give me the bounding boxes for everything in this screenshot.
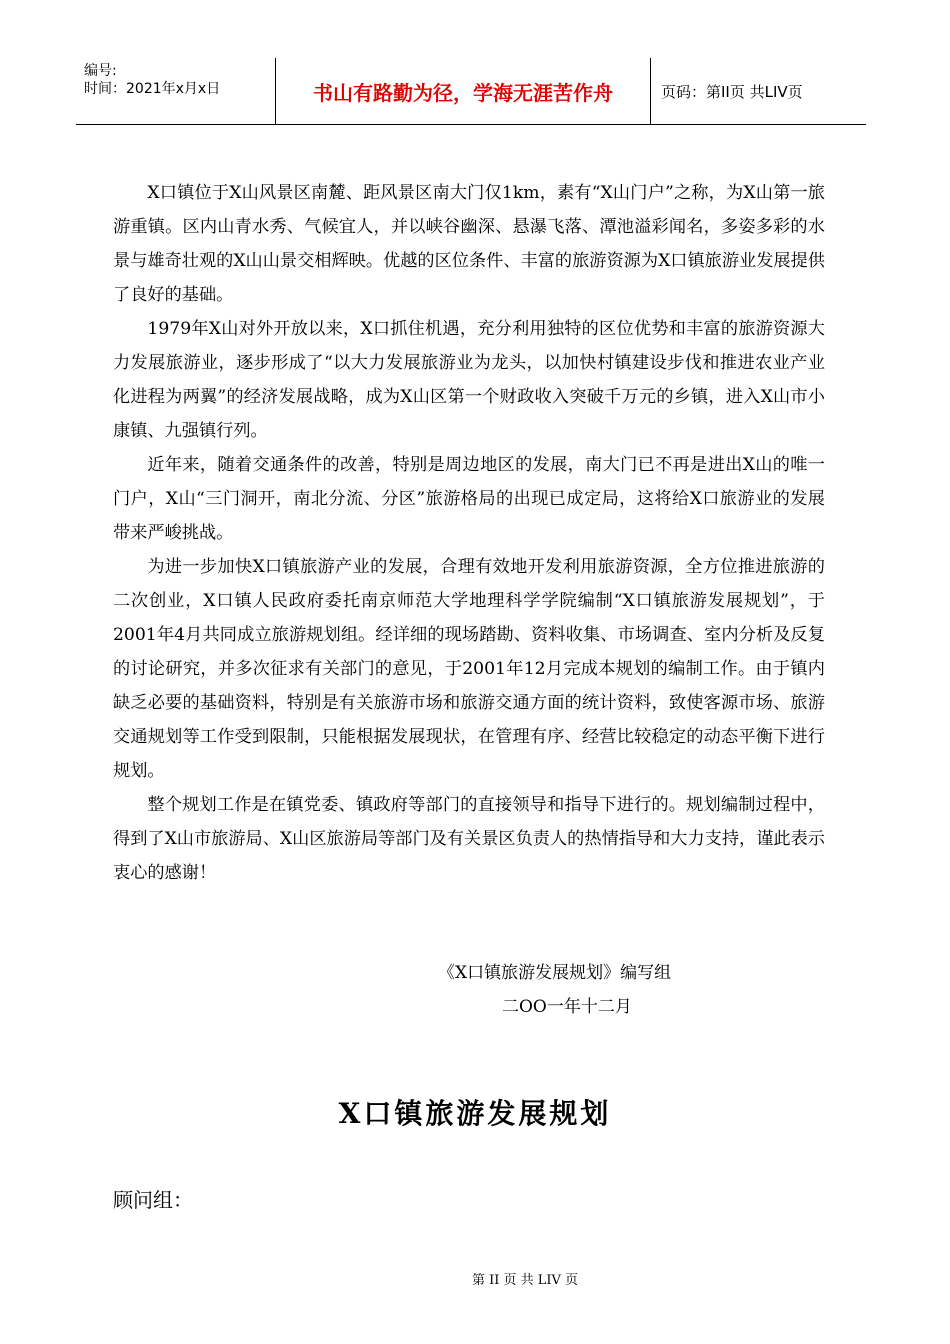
paragraph: 为进一步加快X口镇旅游产业的发展，合理有效地开发利用旅游资源，全方位推进旅游的二次创业，X口镇人民政府委托南京师范大学地理科学学院编制“X口镇旅游发展规划”，于2001年4月共同成立旅游规划组。经详细的现场踏勘、资料收集、市场调查、室内分析及反复的讨论研究，并多次征求有关部门的意见，于2001年12月完成本规划的编制工作。由于镇内缺乏必要的基础资料，特别是有关旅游市场和旅游交通方面的统计资料，致使客源市场、旅游交通规划等工作受到限制，只能根据发展现状，在管理有序、经营比较稳定的动态平衡下进行规划。 — [113, 557, 825, 781]
paragraph: X口镇位于X山风景区南麓、距风景区南大门仅1km，素有“X山门户”之称，为X山第一旅游重镇。区内山青水秀、气候宜人，并以峡谷幽深、悬瀑飞落、潭池溢彩闻名，多姿多彩的水景与雄奇壮观的X山山景交相辉映。优越的区位条件、丰富的旅游资源为X口镇旅游业发展提供了良好的基础。 — [113, 183, 825, 305]
header-motto: 书山有路勤为径，学海无涯苦作舟 — [276, 58, 651, 124]
plan-title: X口镇旅游发展规划 — [338, 1097, 612, 1130]
header-page-info: 页码：第II页 共LIV页 — [661, 82, 803, 101]
time-label: 时间：2021年x月x日 — [84, 81, 221, 97]
number-label: 编号: — [84, 63, 117, 79]
paragraph: 1979年X山对外开放以来，X口抓住机遇，充分利用独特的区位优势和丰富的旅游资源大力发展旅游业，逐步形成了“以大力发展旅游业为龙头，以加快村镇建设步伐和推进农业产业化进程为两翼”的经济发展战略，成为X山区第一个财政收入突破千万元的乡镇，进入X山市小康镇、九强镇行列。 — [113, 319, 825, 441]
paragraph: 整个规划工作是在镇党委、镇政府等部门的直接领导和指导下进行的。规划编制过程中，得到了X山市旅游局、X山区旅游局等部门及有关景区负责人的热情指导和大力支持，谨此表示衷心的感谢！ — [113, 795, 825, 883]
signature-date: 二OO一年十二月 — [502, 997, 632, 1017]
page-header — [76, 58, 866, 125]
page-footer: 第 II 页 共 LIV 页 — [471, 1273, 579, 1288]
advisor-label: 顾问组： — [113, 1188, 193, 1212]
header-meta — [76, 58, 276, 124]
document-body — [113, 176, 825, 890]
signature-org: 《X口镇旅游发展规划》编写组 — [438, 963, 672, 983]
paragraph: 近年来，随着交通条件的改善，特别是周边地区的发展，南大门已不再是进出X山的唯一门户，X山“三门洞开，南北分流、分区”旅游格局的出现已成定局，这将给X口旅游业的发展带来严峻挑战。 — [113, 455, 825, 543]
